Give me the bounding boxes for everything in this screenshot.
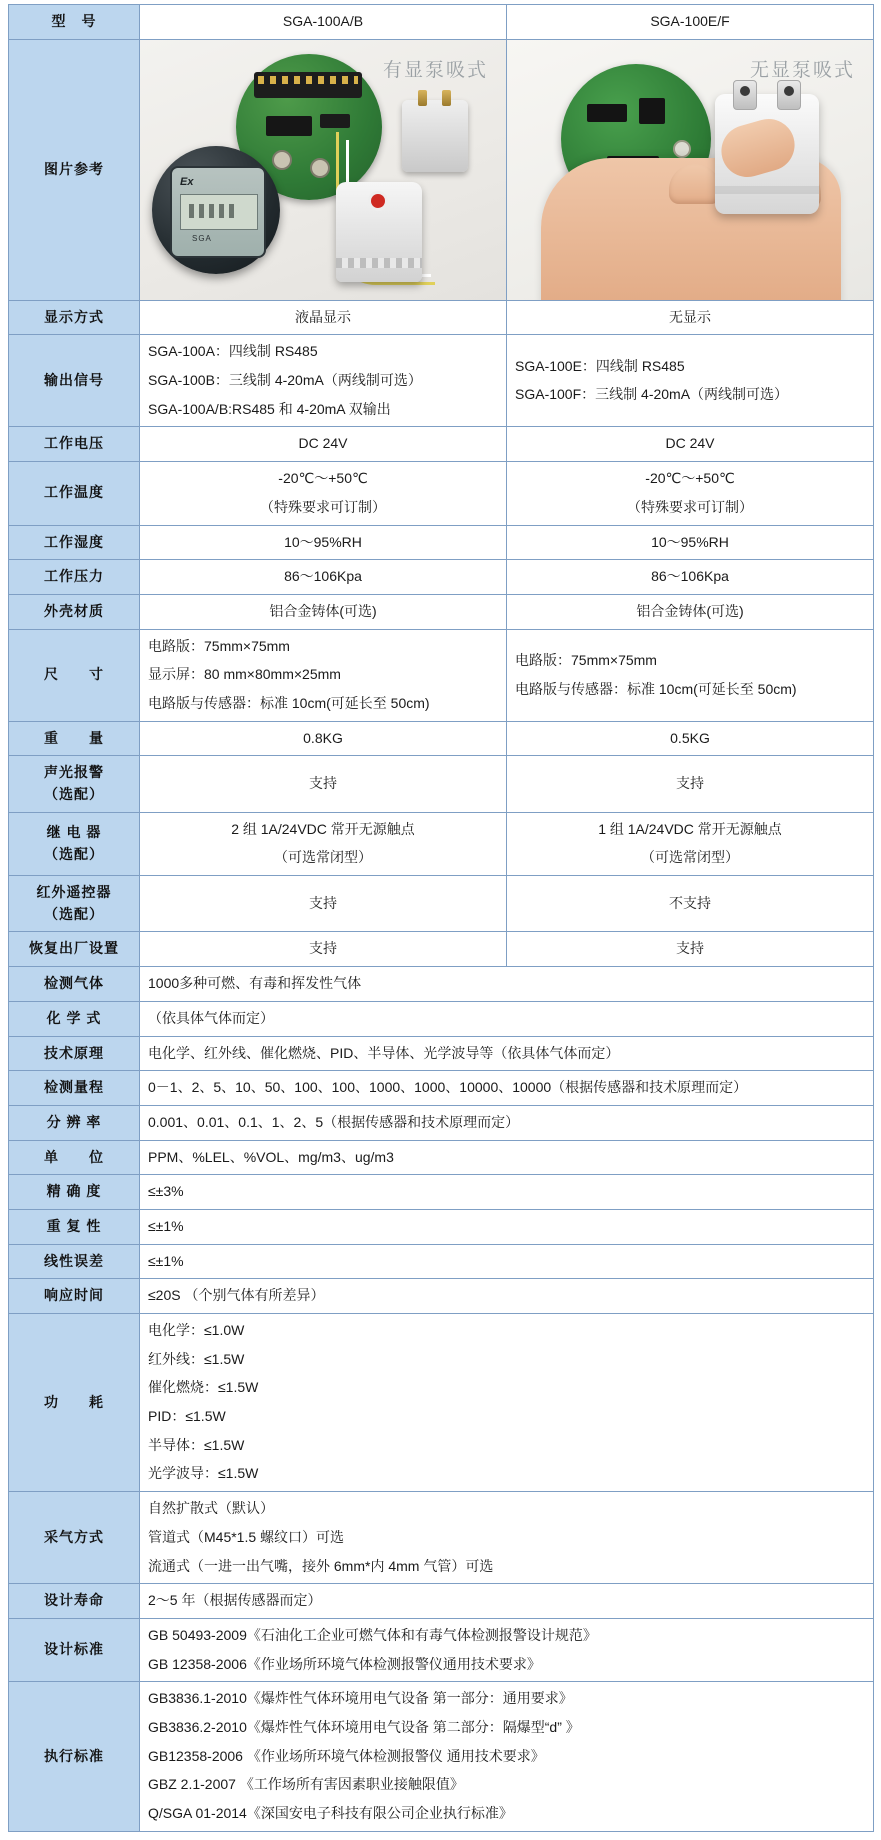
row-label: 响应时间 bbox=[9, 1279, 140, 1314]
label-sub: （选配） bbox=[44, 845, 104, 862]
spec-table bbox=[8, 4, 874, 1832]
row-value-span: ≤±1% bbox=[140, 1209, 874, 1244]
row-value-b: 铝合金铸体(可选) bbox=[507, 594, 874, 629]
row-label: 功 耗 bbox=[9, 1314, 140, 1492]
row-label: 技术原理 bbox=[9, 1036, 140, 1071]
table-row bbox=[9, 1105, 874, 1140]
row-value-b: 支持 bbox=[507, 932, 874, 967]
row-label: 执行标准 bbox=[9, 1682, 140, 1831]
text-line: -20℃～+50℃ bbox=[278, 470, 368, 487]
table-row bbox=[9, 1001, 874, 1036]
row-label bbox=[9, 756, 140, 812]
table-row bbox=[9, 1584, 874, 1619]
row-value-a: 支持 bbox=[140, 876, 507, 932]
photo-caption-a: 有显泵吸式 bbox=[382, 59, 488, 81]
table-row bbox=[9, 1071, 874, 1106]
table-row bbox=[9, 812, 874, 875]
text-line: 半导体：≤1.5W bbox=[148, 1436, 245, 1453]
row-label: 图片参考 bbox=[9, 39, 140, 300]
pump-sensor-icon bbox=[336, 182, 422, 282]
table-row bbox=[9, 1036, 874, 1071]
text-line: 显示屏：80 mm×80mm×25mm bbox=[148, 666, 341, 683]
row-value-b: 不支持 bbox=[507, 876, 874, 932]
sensor-module-icon bbox=[402, 100, 468, 172]
table-row bbox=[9, 1682, 874, 1831]
text-line: 管道式（M45*1.5 螺纹口）可选 bbox=[148, 1528, 345, 1545]
label-main: 继 电 器 bbox=[46, 824, 102, 841]
label-sub: （选配） bbox=[44, 905, 104, 922]
row-label bbox=[9, 876, 140, 932]
table-row-photo bbox=[9, 39, 874, 300]
row-label: 分 辨 率 bbox=[9, 1105, 140, 1140]
row-value-span: ≤±3% bbox=[140, 1175, 874, 1210]
row-value-span: 2～5 年（根据传感器而定） bbox=[140, 1584, 874, 1619]
text-line: GB 50493-2009《石油化工企业可燃气体和有毒气体检测报警设计规范》 bbox=[148, 1626, 597, 1643]
row-value-a bbox=[140, 335, 507, 427]
row-value-b bbox=[507, 462, 874, 525]
row-value-a: 10～95%RH bbox=[140, 525, 507, 560]
row-value-span: 0.001、0.01、0.1、1、2、5（根据传感器和技术原理而定） bbox=[140, 1105, 874, 1140]
text-line: SGA-100B：三线制 4-20mA（两线制可选） bbox=[148, 372, 422, 389]
row-label: 型 号 bbox=[9, 5, 140, 40]
row-value-span: ≤±1% bbox=[140, 1244, 874, 1279]
table-row bbox=[9, 1492, 874, 1584]
row-label: 单 位 bbox=[9, 1140, 140, 1175]
table-row bbox=[9, 1140, 874, 1175]
text-line: 催化燃烧：≤1.5W bbox=[148, 1379, 259, 1396]
row-value-b bbox=[507, 335, 874, 427]
text-line: GB3836.1-2010《爆炸性气体环境用电气设备 第一部分：通用要求》 bbox=[148, 1690, 573, 1707]
text-line: PID：≤1.5W bbox=[148, 1408, 226, 1425]
text-line: GBZ 2.1-2007 《工作场所有害因素职业接触限值》 bbox=[148, 1776, 464, 1793]
row-label: 精 确 度 bbox=[9, 1175, 140, 1210]
table-row bbox=[9, 1175, 874, 1210]
row-value-span bbox=[140, 1682, 874, 1831]
label-main: 声光报警 bbox=[44, 764, 104, 781]
row-value-a bbox=[140, 462, 507, 525]
text-line: GB 12358-2006《作业场所环境气体检测报警仪通用技术要求》 bbox=[148, 1655, 541, 1672]
table-row bbox=[9, 300, 874, 335]
text-line: 红外线：≤1.5W bbox=[148, 1350, 245, 1367]
text-line: 电化学：≤1.0W bbox=[148, 1322, 245, 1338]
label-sub: （选配） bbox=[44, 786, 104, 802]
text-line: GB3836.2-2010《爆炸性气体环境用电气设备 第二部分：隔爆型“d” 》 bbox=[148, 1718, 580, 1735]
table-row bbox=[9, 560, 874, 595]
row-label: 工作湿度 bbox=[9, 525, 140, 560]
display-meter-icon: Ex SGA bbox=[152, 146, 280, 274]
row-label: 化 学 式 bbox=[9, 1001, 140, 1036]
row-value-a: 铝合金铸体(可选) bbox=[140, 594, 507, 629]
row-value-span bbox=[140, 1314, 874, 1492]
row-label: 检测气体 bbox=[9, 967, 140, 1002]
row-value-a: SGA-100A/B bbox=[140, 5, 507, 40]
row-value-b bbox=[507, 629, 874, 721]
row-label: 重 量 bbox=[9, 721, 140, 756]
table-row bbox=[9, 462, 874, 525]
row-value-b: SGA-100E/F bbox=[507, 5, 874, 40]
row-value-b: 支持 bbox=[507, 756, 874, 812]
table-row bbox=[9, 1314, 874, 1492]
table-row bbox=[9, 335, 874, 427]
row-value-span bbox=[140, 1492, 874, 1584]
table-row bbox=[9, 594, 874, 629]
row-value-span: PPM、%LEL、%VOL、mg/m3、ug/m3 bbox=[140, 1140, 874, 1175]
table-row bbox=[9, 5, 874, 40]
row-value-b: 86～106Kpa bbox=[507, 560, 874, 595]
row-value-b bbox=[507, 812, 874, 875]
row-value-b: 0.5KG bbox=[507, 721, 874, 756]
text-line: 电路版与传感器：标准 10cm(可延长至 50cm) bbox=[515, 680, 797, 697]
text-line: 2 组 1A/24VDC 常开无源触点 bbox=[231, 820, 415, 837]
text-line: -20℃～+50℃ bbox=[645, 470, 735, 487]
text-line: 1 组 1A/24VDC 常开无源触点 bbox=[598, 820, 782, 837]
row-value-a: 86～106Kpa bbox=[140, 560, 507, 595]
table-row bbox=[9, 876, 874, 932]
row-value-b: 10～95%RH bbox=[507, 525, 874, 560]
text-line: SGA-100F：三线制 4-20mA（两线制可选） bbox=[515, 386, 789, 403]
row-value-span bbox=[140, 1618, 874, 1681]
row-value-span: ≤20S （个别气体有所差异） bbox=[140, 1279, 874, 1314]
row-value-a: 液晶显示 bbox=[140, 300, 507, 335]
text-line: SGA-100A：四线制 RS485 bbox=[148, 343, 318, 360]
row-value-span: 1000多种可燃、有毒和挥发性气体 bbox=[140, 967, 874, 1002]
product-photo-b bbox=[507, 39, 874, 300]
row-label: 输出信号 bbox=[9, 335, 140, 427]
row-label: 工作电压 bbox=[9, 427, 140, 462]
row-value-span: （依具体气体而定） bbox=[140, 1001, 874, 1036]
table-row bbox=[9, 1279, 874, 1314]
row-label: 设计标准 bbox=[9, 1618, 140, 1681]
row-value-a: 支持 bbox=[140, 756, 507, 812]
row-value-a bbox=[140, 812, 507, 875]
photo-caption-b: 无显泵吸式 bbox=[749, 59, 855, 81]
table-row bbox=[9, 629, 874, 721]
text-line: （特殊要求可订制） bbox=[627, 498, 753, 515]
text-line: （可选常闭型） bbox=[641, 849, 739, 866]
text-line: SGA-100E：四线制 RS485 bbox=[515, 357, 685, 374]
row-label: 设计寿命 bbox=[9, 1584, 140, 1619]
text-line: 电路版：75mm×75mm bbox=[515, 651, 657, 668]
text-line: 电路版：75mm×75mm bbox=[148, 637, 290, 654]
table-row bbox=[9, 932, 874, 967]
row-label: 线性误差 bbox=[9, 1244, 140, 1279]
table-row bbox=[9, 967, 874, 1002]
text-line: GB12358-2006 《作业场所环境气体检测报警仪 通用技术要求》 bbox=[148, 1747, 545, 1764]
row-value-a bbox=[140, 629, 507, 721]
table-row bbox=[9, 525, 874, 560]
table-row bbox=[9, 721, 874, 756]
row-label: 检测量程 bbox=[9, 1071, 140, 1106]
row-label: 尺 寸 bbox=[9, 629, 140, 721]
text-line: （特殊要求可订制） bbox=[260, 498, 386, 515]
row-value-a: DC 24V bbox=[140, 427, 507, 462]
table-row bbox=[9, 1209, 874, 1244]
row-value-a: 0.8KG bbox=[140, 721, 507, 756]
row-label bbox=[9, 812, 140, 875]
row-label: 外壳材质 bbox=[9, 594, 140, 629]
text-line: 流通式（一进一出气嘴，接外 6mm*内 4mm 气管）可选 bbox=[148, 1557, 494, 1574]
table-row bbox=[9, 1244, 874, 1279]
row-value-span: 0－1、2、5、10、50、100、100、1000、1000、10000、10000（根据传感器和技术原理而定） bbox=[140, 1071, 874, 1106]
label-main: 红外遥控器 bbox=[36, 884, 112, 901]
text-line: SGA-100A/B:RS485 和 4-20mA 双输出 bbox=[148, 400, 391, 417]
table-row bbox=[9, 756, 874, 812]
row-label: 恢复出厂设置 bbox=[9, 932, 140, 967]
text-line: Q/SGA 01-2014《深国安电子科技有限公司企业执行标准》 bbox=[148, 1805, 513, 1821]
row-value-span: 电化学、红外线、催化燃烧、PID、半导体、光学波导等（依具体气体而定） bbox=[140, 1036, 874, 1071]
row-label: 采气方式 bbox=[9, 1492, 140, 1584]
product-photo-a bbox=[140, 39, 507, 300]
row-label: 工作压力 bbox=[9, 560, 140, 595]
row-label: 工作温度 bbox=[9, 462, 140, 525]
text-line: 光学波导：≤1.5W bbox=[148, 1465, 259, 1482]
table-row bbox=[9, 427, 874, 462]
row-value-b: DC 24V bbox=[507, 427, 874, 462]
row-value-b: 无显示 bbox=[507, 300, 874, 335]
row-value-a: 支持 bbox=[140, 932, 507, 967]
row-label: 重 复 性 bbox=[9, 1209, 140, 1244]
text-line: （可选常闭型） bbox=[274, 849, 372, 866]
text-line: 电路版与传感器：标准 10cm(可延长至 50cm) bbox=[148, 694, 430, 711]
table-row bbox=[9, 1618, 874, 1681]
row-label: 显示方式 bbox=[9, 300, 140, 335]
text-line: 自然扩散式（默认） bbox=[148, 1500, 274, 1517]
